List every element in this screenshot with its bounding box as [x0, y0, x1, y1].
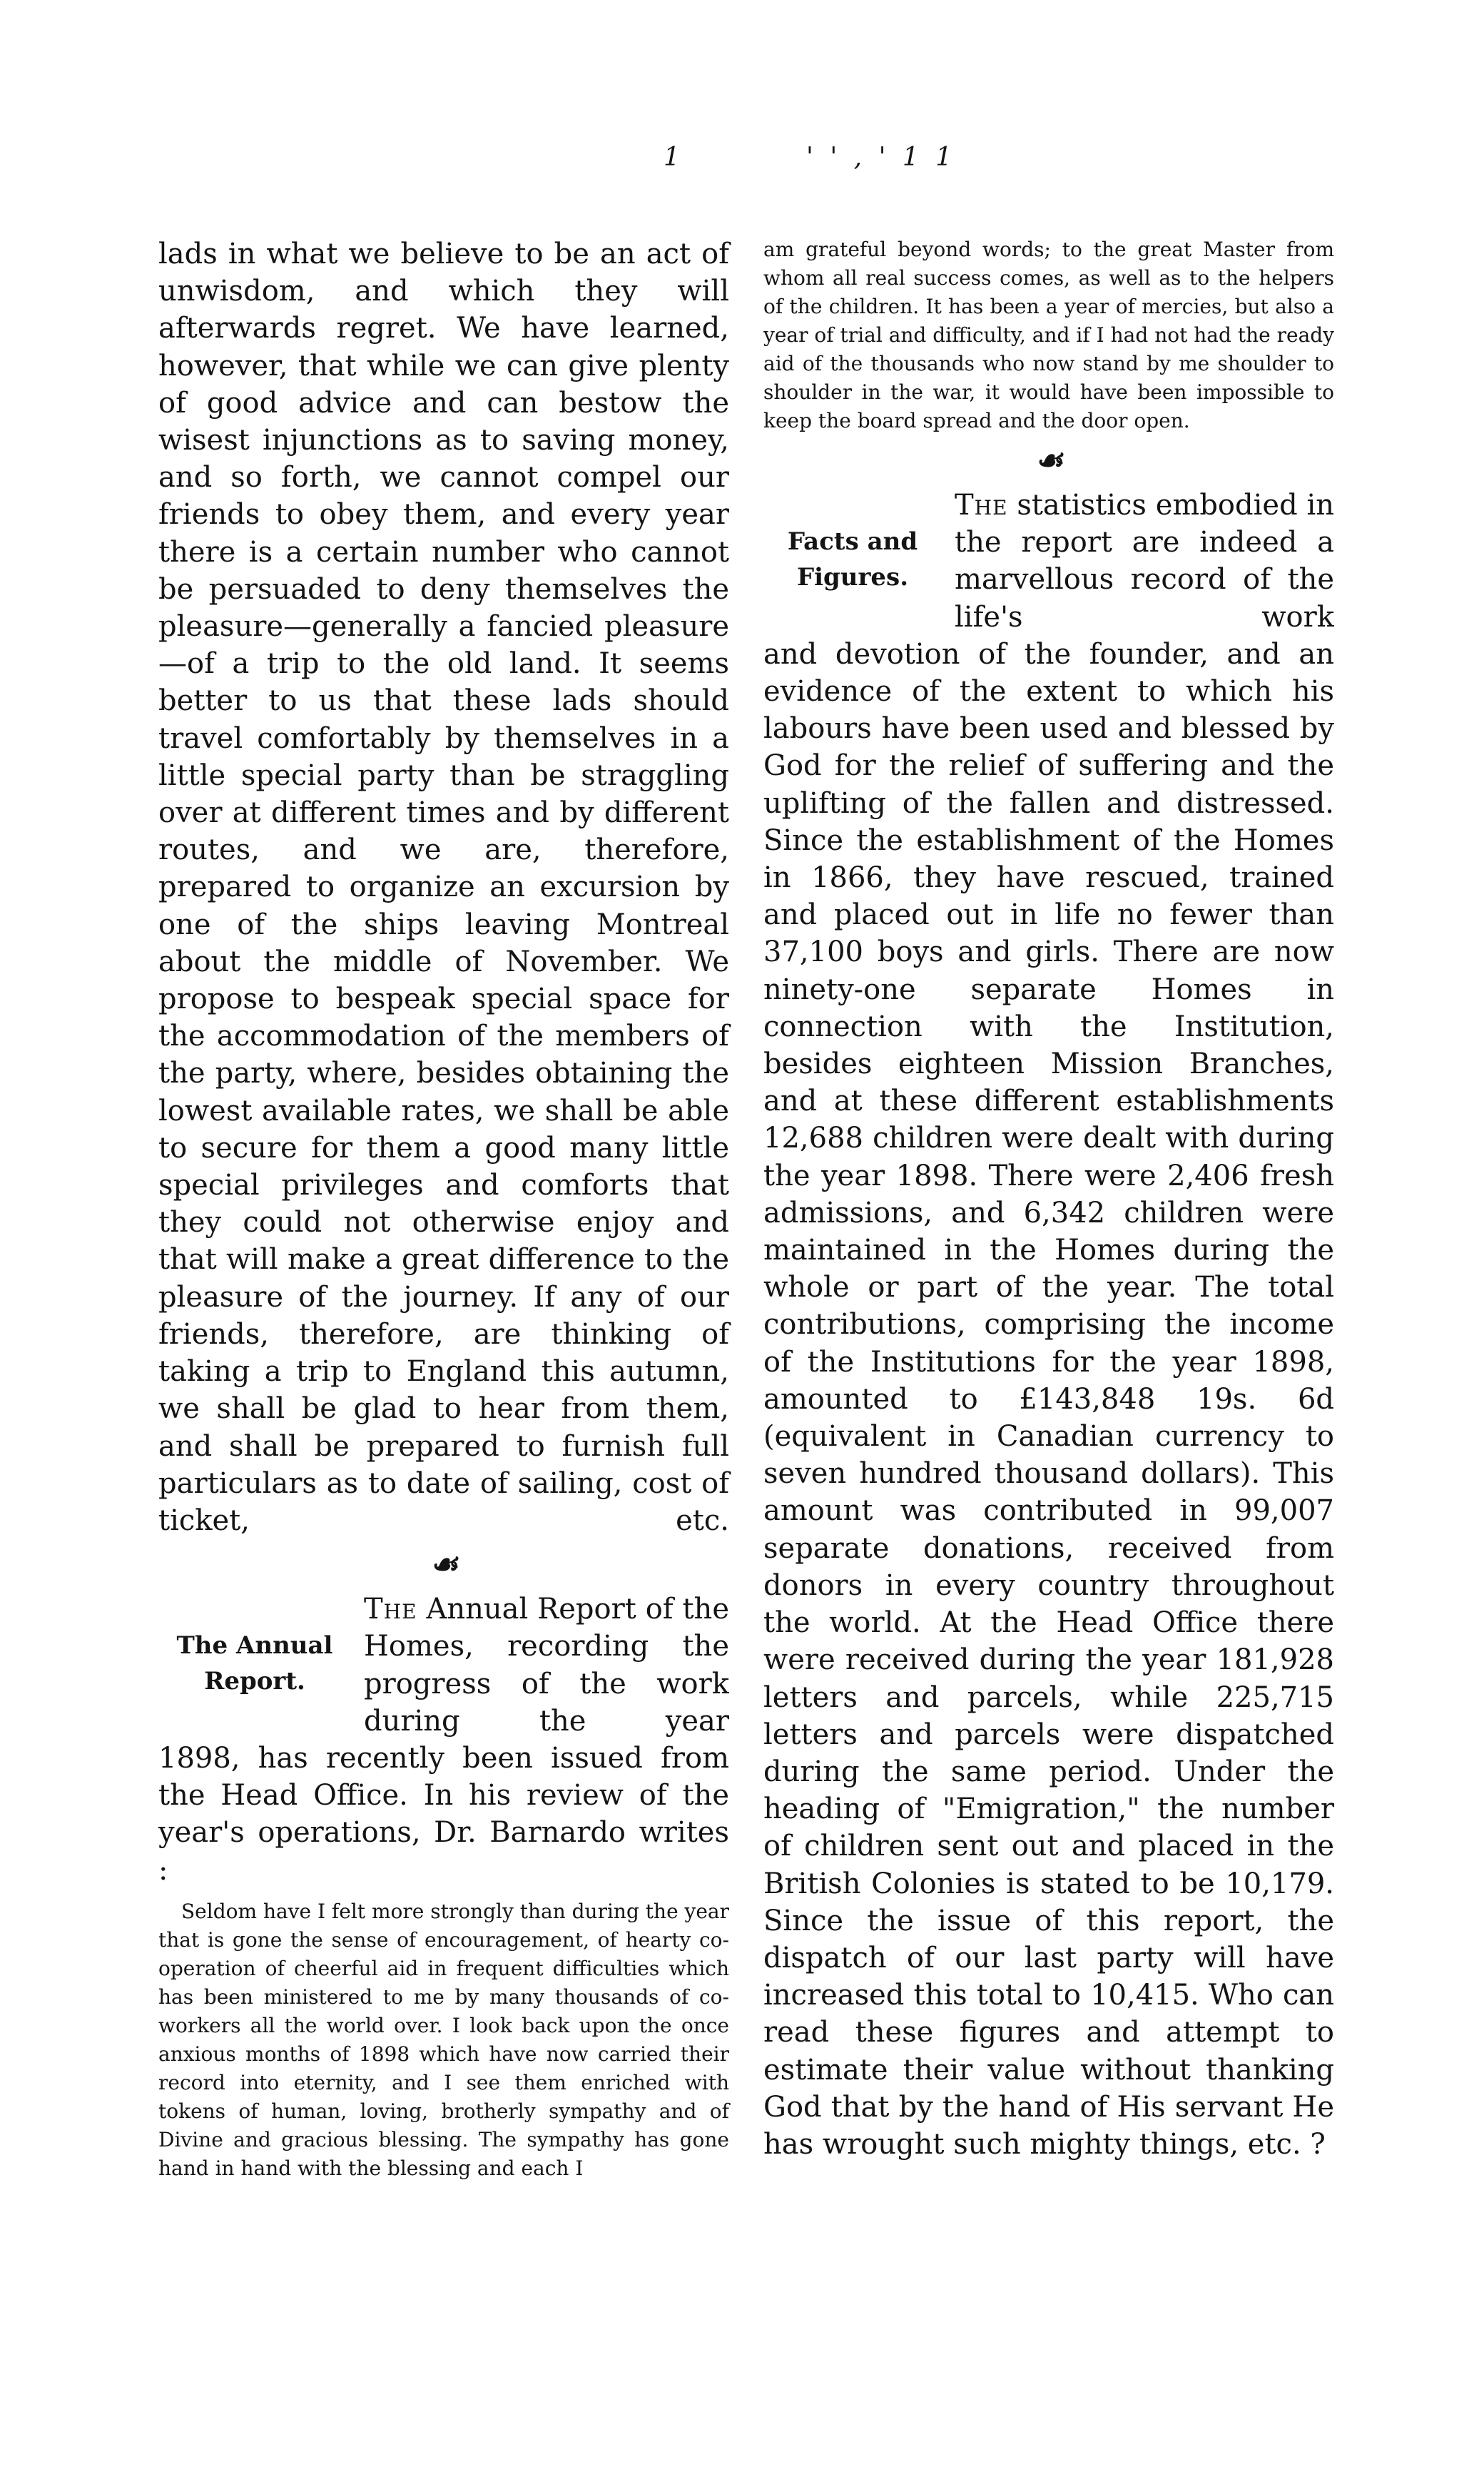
- section-heading-line: Report.: [204, 1667, 305, 1696]
- excursion-paragraph: lads in what we believe to be an act of unwisdom, and which they will afterwards regret. We have learned, however, that while we can give plenty of good advice and can bestow the wisest injunctions as to saving money, and so forth, we cannot compel our friends to obey them, and every year there is a certain number who cannot be persuaded to deny themselves the pleasure—generally a fancied pleasure—of a trip to the old land. It seems better to us that these lads should travel comfortably by themselves in a little special party than be straggling over at different times and by different routes, and we are, therefore, prepared to organize an excursion by one of the ships leaving Montreal about the middle of November. We propose to bespeak special space for the accommodation of the members of the party, where, besides obtaining the lowest available rates, we shall be able to secure for them a good many little special privileges and comforts that they could not otherwise enjoy and that will make a great difference to the pleasure of the journey. If any of our friends, therefore, are thinking of taking a trip to England this autumn, we shall be glad to hear from them, and shall be prepared to furnish full particulars as to date of sailing, cost of ticket, etc.: [158, 238, 729, 1537]
- page-header: [0, 143, 1484, 186]
- section-intro-text: [364, 1591, 729, 1740]
- section-heading-line: The Annual: [176, 1631, 333, 1661]
- section-lead-word: The: [955, 489, 1008, 522]
- fleuron-ornament-icon: ☙: [430, 1546, 458, 1583]
- section-lead-word: The: [364, 1593, 417, 1626]
- section-heading-line: Figures.: [796, 563, 909, 592]
- section-intro: [955, 487, 1334, 636]
- fleuron-ornament-icon: ☙: [1035, 442, 1063, 479]
- annual-report-paragraph: 1898, has recently been issued from the Head Office. In his review of the year's operations, Dr. Barnardo writes :: [158, 1741, 729, 1887]
- annual-report-section: [158, 1591, 729, 1889]
- section-intro-text: [955, 487, 1334, 636]
- right-column: [763, 235, 1334, 2163]
- section-intro-float-text: statistics embodied in the report are indeed a marvellous record of the life's work: [955, 489, 1334, 634]
- facts-figures-paragraph: and devotion of the founder, and an evidence of the extent to which his labours have been used and blessed by God for the relief of suffering and the uplifting of the fallen and distressed. Since the establishment of the Homes in 1866, they have rescued, trained and placed out in life no fewer than 37,100 boys and girls. There are now ninety-one separate Homes in connection with the Institution, besides eighteen Mission Branches, and at these different establishments 12,688 children were dealt with during the year 1898. There were 2,406 fresh admissions, and 6,342 children were maintained in the Homes during the whole or part of the year. The total contributions, comprising the income of the Institutions for the year 1898, amounted to £143,848 19s. 6d (equivalent in Canadian currency to seven hundred thousand dollars). This amount was contributed in 99,007 separate donations, received from donors in every country throughout the world. At the Head Office there were received during the year 181,928 letters and parcels, while 225,715 letters and parcels were dispatched during the same period. Under the heading of "Emigration," the number of children sent out and placed in the British Colonies is stated to be 10,179. Since the issue of this report, the dispatch of our last party will have increased this total to 10,415. Who can read these figures and attempt to estimate their value without thanking God that by the hand of His servant He has wrought such mighty things, etc. ?: [763, 637, 1334, 2161]
- section-heading-line: Facts and: [787, 527, 918, 556]
- page-number: 1: [664, 143, 680, 172]
- left-column: [158, 235, 729, 2183]
- section-intro-float-text: Annual Report of the Homes, recording the progress of the work during the year: [364, 1593, 729, 1738]
- header-mark: ' ' , ' 1 1: [806, 143, 957, 172]
- section-heading-annual-report: [158, 1591, 351, 1699]
- barnardo-quote-continued: am grateful beyond words; to the great Master from whom all real success comes, as well as to the helpers of the children. It has been a year of mercies, but also a year of trial and difficulty, and if I had not had the ready aid of the thousands who now stand by me shoulder to shoulder in the war, it would have been impossible to keep the board spread and the door open.: [763, 238, 1334, 432]
- section-intro: [364, 1591, 729, 1740]
- facts-figures-section: [763, 487, 1334, 2163]
- section-heading-facts-figures: [763, 487, 942, 595]
- barnardo-quote: Seldom have I felt more strongly than during the year that is gone the sense of encouragement, of hearty co-operation of cheerful aid in frequent difficulties which has been ministered to me by many thousands of co-workers all the world over. I look back upon the once anxious months of 1898 which have now carried their record into eternity, and I see them enriched with tokens of human, loving, brotherly sympathy and of Divine and gracious blessing. The sympathy has gone hand in hand with the blessing and each I: [158, 1899, 730, 2180]
